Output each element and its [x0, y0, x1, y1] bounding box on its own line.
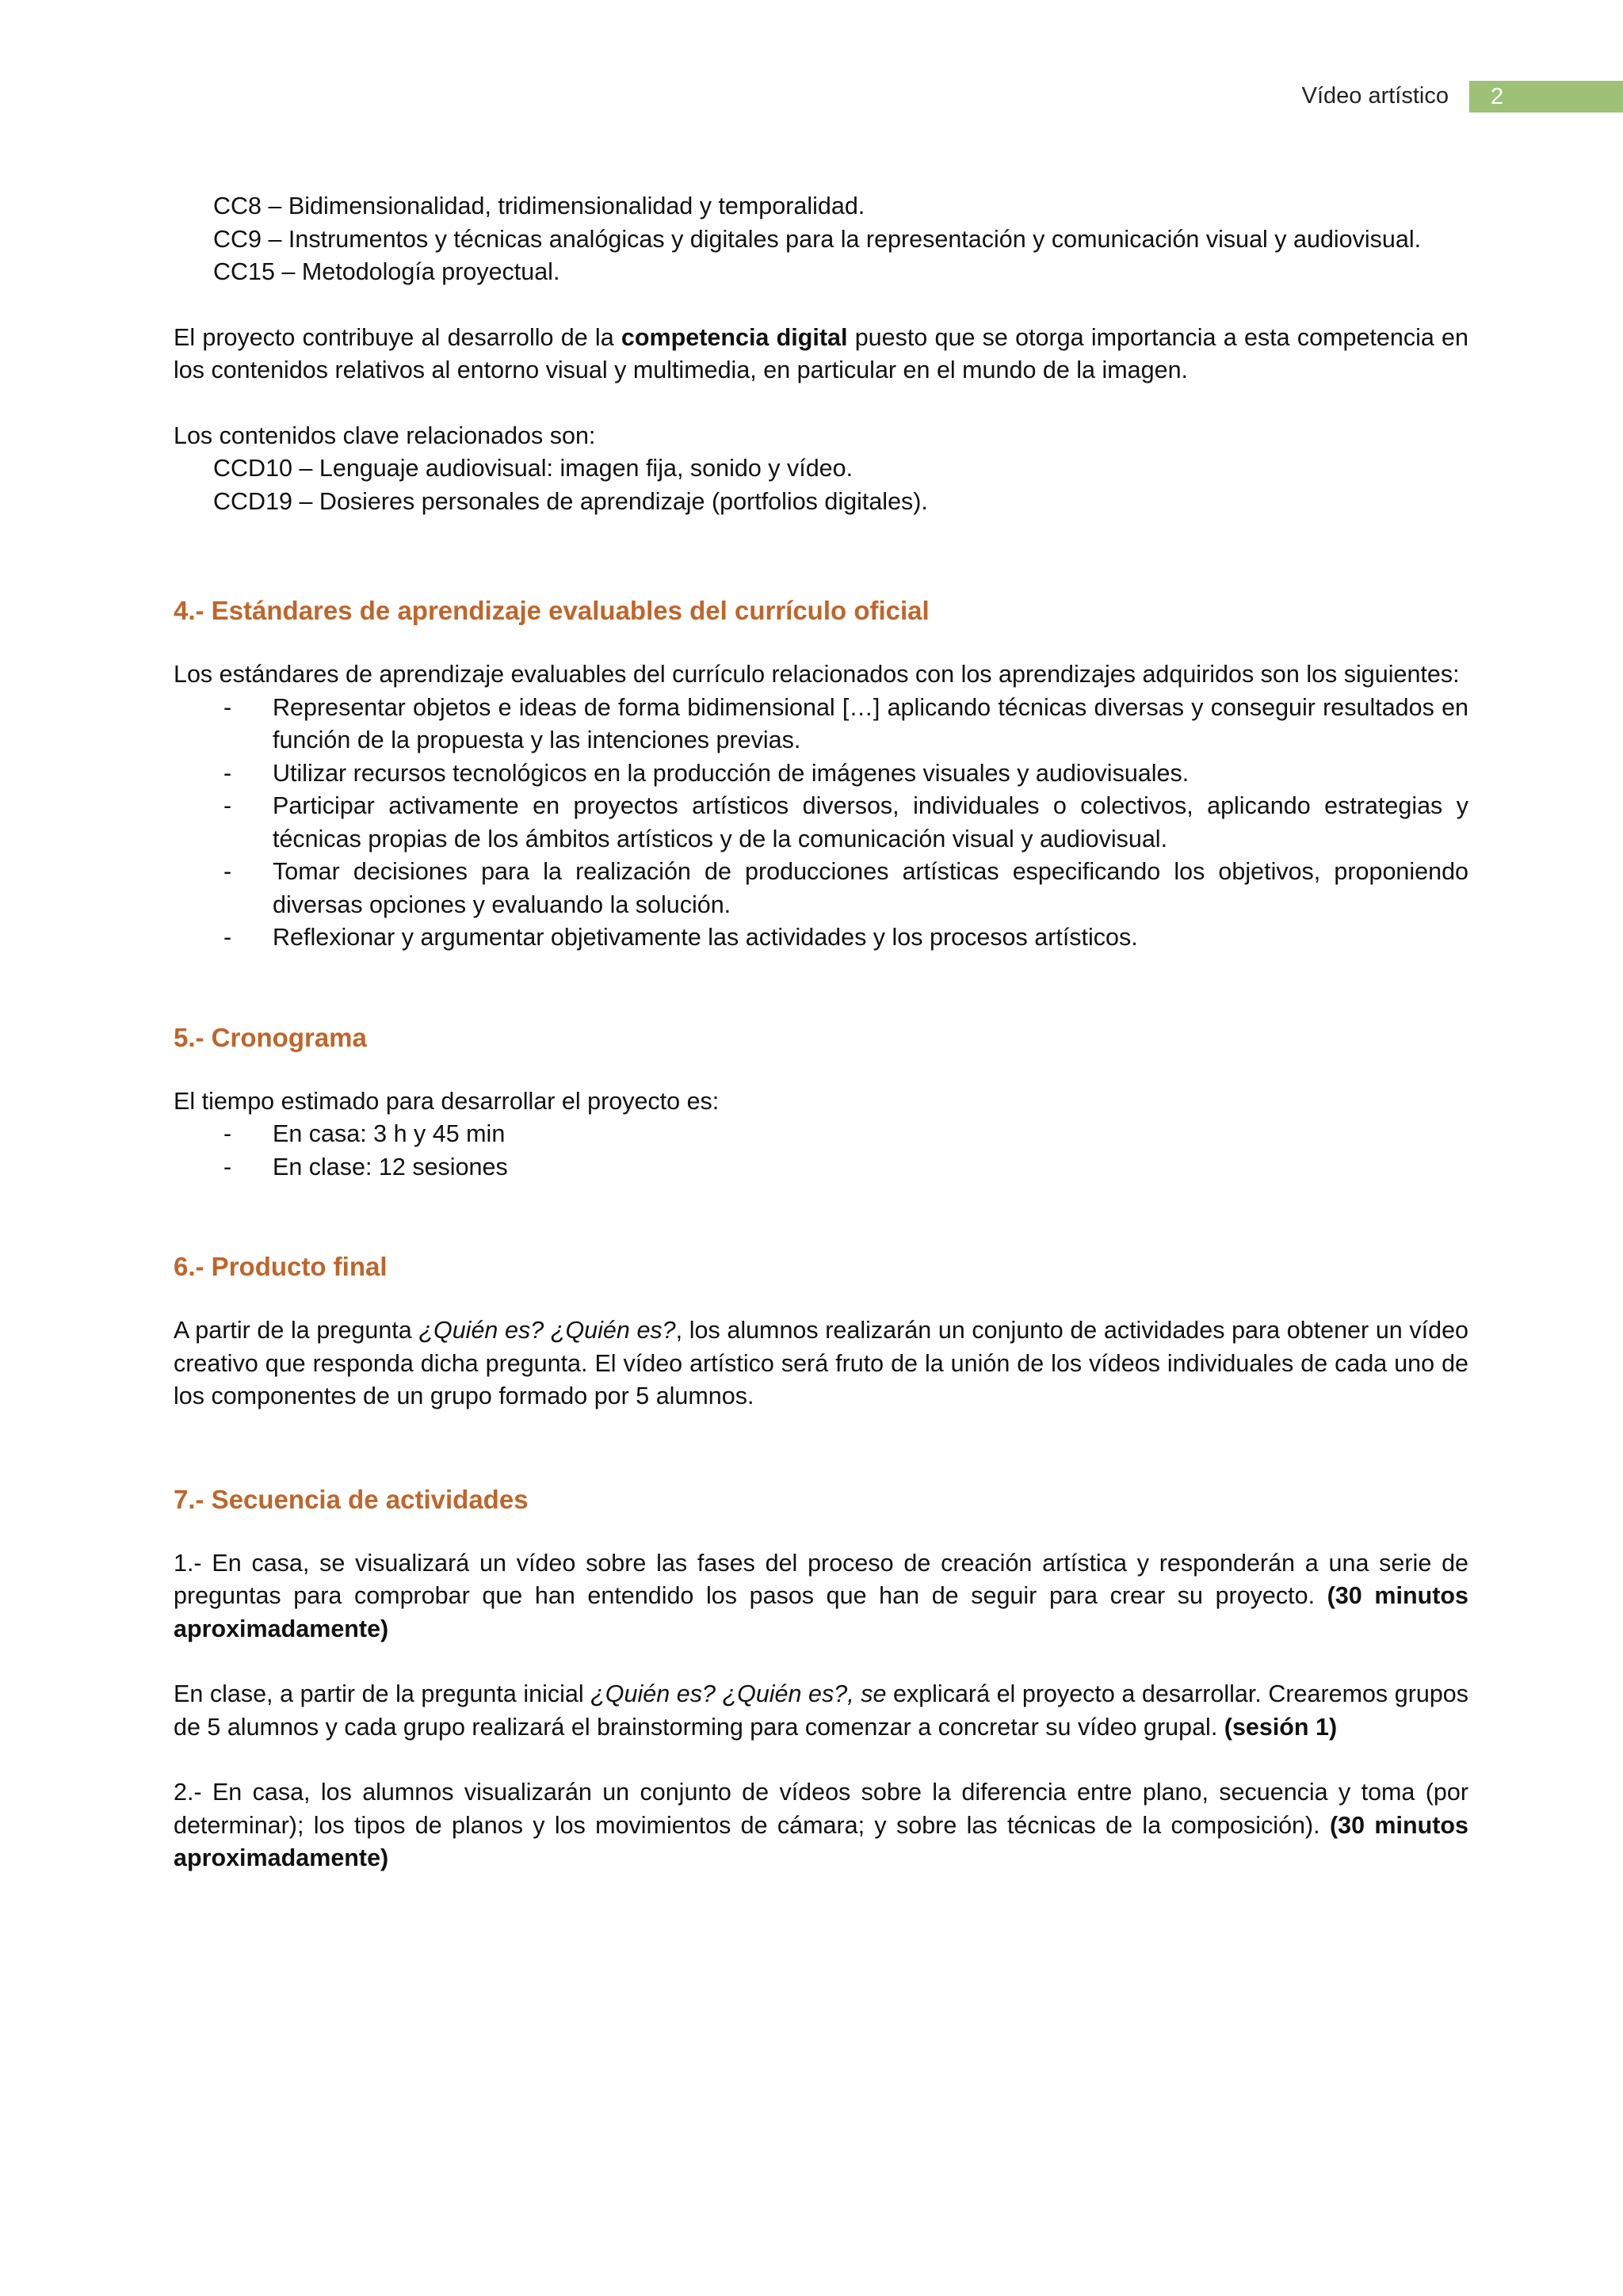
list-item-text: En clase: 12 sesiones — [273, 1153, 508, 1180]
emphasis-text: competencia digital — [621, 323, 848, 351]
ccd-list — [174, 452, 1468, 518]
duration-text: (30 minutos aproximadamente) — [174, 1811, 1468, 1871]
paragraph-text: explicará el proyecto a desarrollar. Crearemos grupos de 5 alumnos y cada grupo realizará el brainstorming para comenzar a concretar su vídeo grupal. — [174, 1680, 1468, 1741]
activity-1-class-paragraph — [174, 1678, 1468, 1744]
page-header — [1302, 81, 1623, 113]
paragraph-text: puesto que se otorga importancia a esta competencia en los contenidos relativos al entorno visual y multimedia, en particular en el mundo de la imagen. — [174, 323, 1468, 383]
section-5-heading: 5.- Cronograma — [174, 1022, 367, 1052]
paragraph-text: 1.- En casa, se visualizará un vídeo sobre las fases del proceso de creación artística y responderán a una serie de preguntas para comprobar que han entendido los pasos que han de seguir para crear su proyecto. — [174, 1549, 1468, 1609]
list-item — [174, 856, 1468, 921]
paragraph-text: A partir de la pregunta — [174, 1317, 419, 1344]
dash-marker: - — [223, 759, 232, 787]
dash-marker: - — [223, 1120, 232, 1147]
section-7-heading: 7.- Secuencia de actividades — [174, 1484, 529, 1514]
list-item-text: Utilizar recursos tecnológicos en la producción de imágenes visuales y audiovisuales. — [273, 759, 1190, 787]
cc-item: CC8 – Bidimensionalidad, tridimensionalidad y temporalidad. — [213, 193, 865, 219]
ccd-item: CCD19 – Dosieres personales de aprendizaje (portfolios digitales). — [213, 487, 928, 515]
section-4-intro: Los estándares de aprendizaje evaluables del currículo relacionados con los aprendizajes adquiridos son los siguientes: — [174, 661, 1460, 688]
question-text: ¿Quién es? ¿Quién es?, se — [590, 1680, 887, 1707]
list-item — [174, 692, 1468, 757]
duration-text: (30 minutos aproximadamente) — [174, 1582, 1468, 1642]
page-number-badge: 2 — [1469, 81, 1623, 113]
list-item-text: Tomar decisiones para la realización de producciones artísticas especificando los objetivos, proponiendo diversas opciones y evaluando la solución. — [273, 858, 1468, 918]
section-4-heading: 4.- Estándares de aprendizaje evaluables del currículo oficial — [174, 596, 930, 625]
standards-list — [174, 692, 1468, 955]
page-content — [174, 190, 1468, 1875]
list-item-text: Participar activamente en proyectos artísticos diversos, individuales o colectivos, aplicando estrategias y técnicas propias de los ámbitos artísticos y de la comunicación visual y audiovisual. — [273, 792, 1468, 852]
list-item — [174, 1151, 1468, 1184]
paragraph-text: 2.- En casa, los alumnos visualizarán un conjunto de vídeos sobre la diferencia entre plano, secuencia y toma (por determinar); los tipos de planos y los movimientos de cámara; y sobre las técnicas de la composición). — [174, 1779, 1468, 1839]
list-item — [174, 921, 1468, 955]
schedule-list — [174, 1118, 1468, 1184]
paragraph-text: El proyecto contribuye al desarrollo de la — [174, 323, 621, 351]
list-item — [174, 757, 1468, 791]
key-contents-label: Los contenidos clave relacionados son: — [174, 421, 596, 449]
question-text: ¿Quién es? ¿Quién es? — [418, 1317, 676, 1344]
digital-competence-paragraph — [174, 322, 1468, 387]
section-5-intro: El tiempo estimado para desarrollar el proyecto es: — [174, 1087, 720, 1115]
dash-marker: - — [223, 792, 232, 819]
activity-2-paragraph — [174, 1776, 1468, 1875]
list-item — [174, 1118, 1468, 1151]
list-item — [174, 790, 1468, 856]
cc-list — [174, 190, 1468, 289]
paragraph-text: , los alumnos realizarán un conjunto de actividades para obtener un vídeo creativo que responda dicha pregunta. El vídeo artístico será fruto de la unión de los vídeos individuales de cada uno de los componentes de un grupo formado por 5 alumnos. — [174, 1317, 1468, 1409]
paragraph-text: En clase, a partir de la pregunta inicial — [174, 1680, 591, 1707]
session-text: (sesión 1) — [1224, 1713, 1338, 1741]
cc-item: CC9 – Instrumentos y técnicas analógicas y digitales para la representación y comunicación visual y audiovisual. — [213, 225, 1422, 253]
dash-marker: - — [223, 693, 232, 721]
document-title: Vídeo artístico — [1301, 83, 1449, 109]
activity-1-paragraph — [174, 1547, 1468, 1646]
list-item-text: En casa: 3 h y 45 min — [273, 1120, 506, 1147]
section-6-heading: 6.- Producto final — [174, 1252, 388, 1281]
dash-marker: - — [223, 1153, 232, 1180]
dash-marker: - — [223, 924, 232, 951]
dash-marker: - — [223, 858, 232, 885]
ccd-item: CCD10 – Lenguaje audiovisual: imagen fija, sonido y vídeo. — [213, 455, 854, 482]
list-item-text: Reflexionar y argumentar objetivamente las actividades y los procesos artísticos. — [273, 924, 1138, 951]
list-item-text: Representar objetos e ideas de forma bidimensional […] aplicando técnicas diversas y conseguir resultados en función de la propuesta y las intenciones previas. — [273, 693, 1468, 753]
cc-item: CC15 – Metodología proyectual. — [213, 258, 560, 285]
final-product-paragraph — [174, 1314, 1468, 1413]
